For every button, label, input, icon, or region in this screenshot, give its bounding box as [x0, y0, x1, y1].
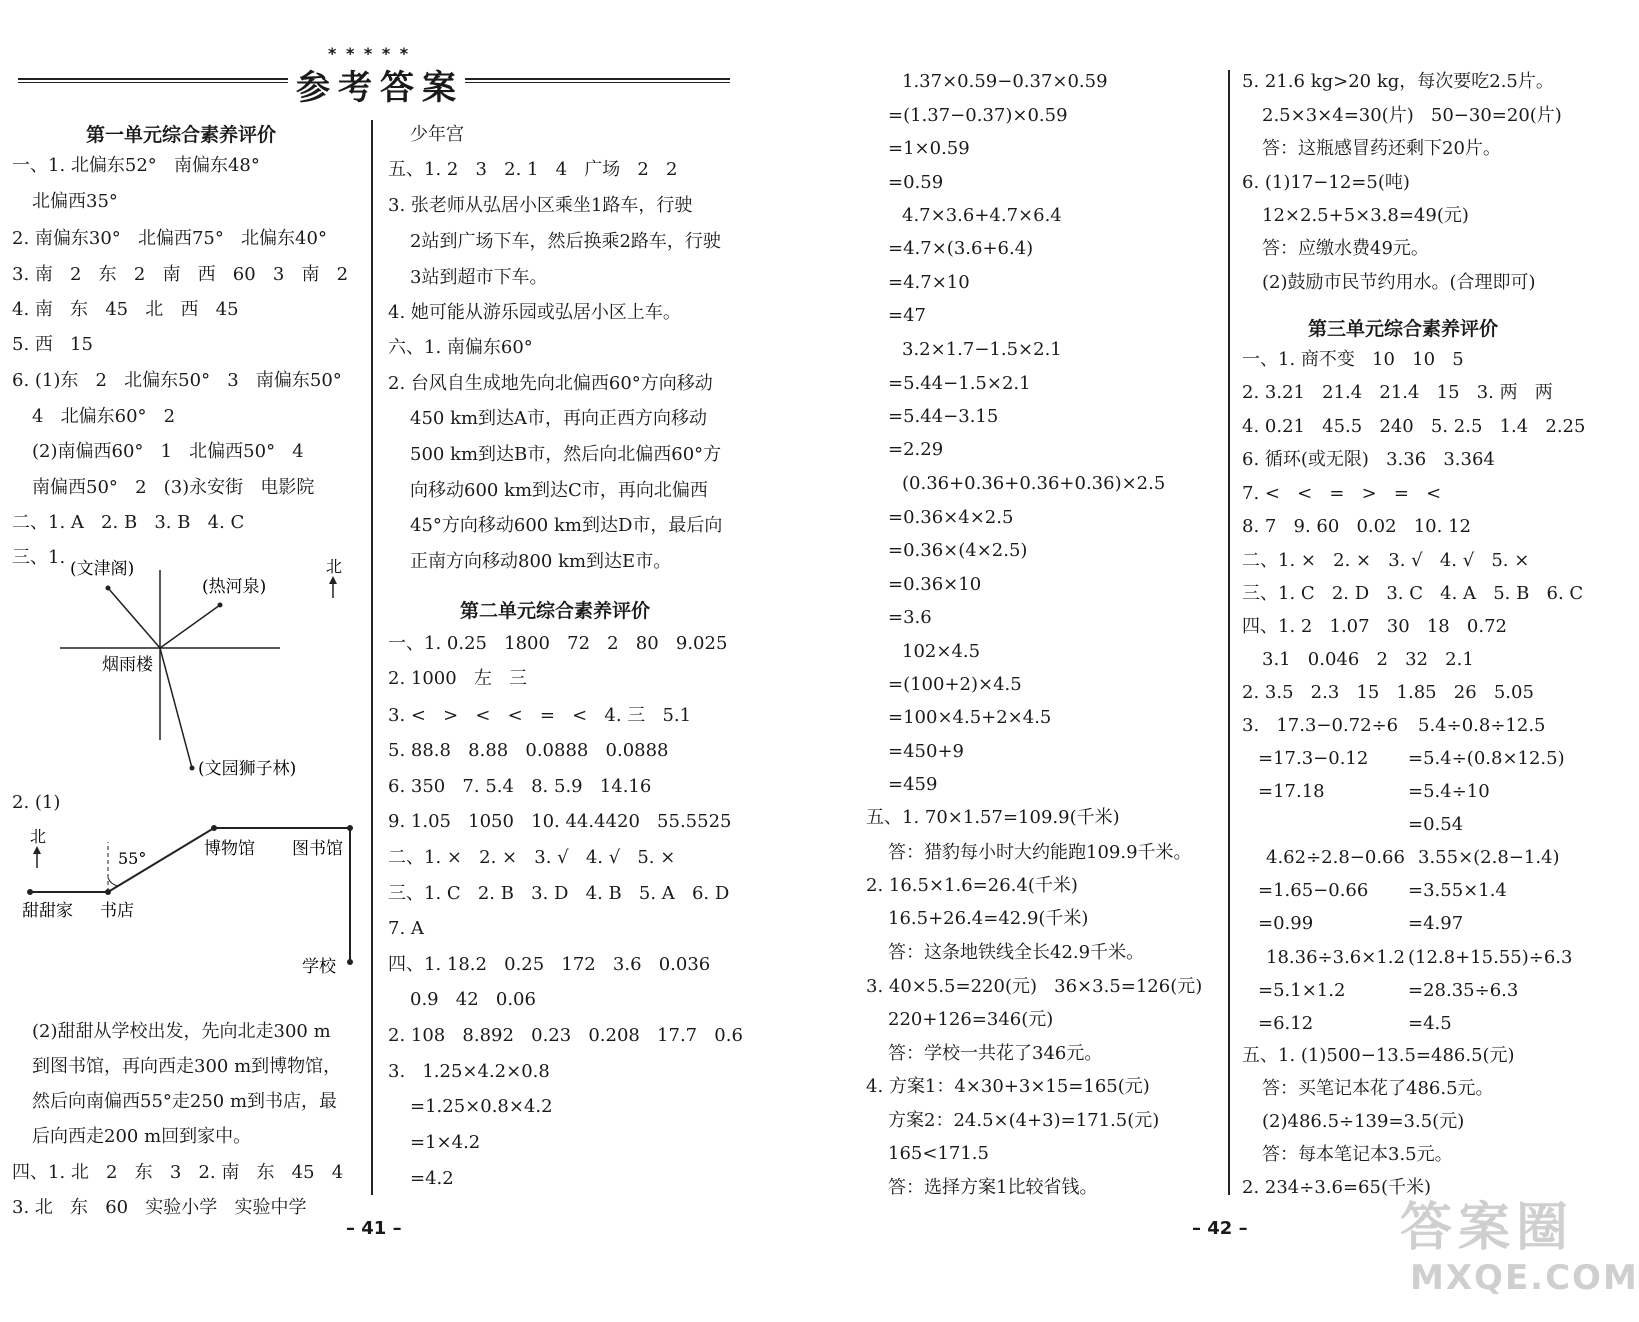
- text-line: =(100+2)×4.5: [888, 674, 1022, 695]
- text-line: 6. (1)17−12=5(吨): [1242, 172, 1410, 193]
- text-line: 9. 1.05 1050 10. 44.4420 55.5525: [388, 811, 732, 832]
- text-line: 500 km到达B市，然后向北偏西60°方: [410, 444, 722, 465]
- text-line: 2. 台风自生成地先向北偏西60°方向移动: [388, 373, 713, 394]
- text-line: =5.1×1.2: [1258, 980, 1346, 1001]
- text-line: 4 北偏东60° 2: [32, 406, 176, 427]
- text-line: =3.6: [888, 607, 932, 628]
- text-line: =1.25×0.8×4.2: [410, 1096, 553, 1117]
- text-line: =5.44−3.15: [888, 406, 999, 427]
- text-line: =459: [888, 774, 938, 795]
- route-diagram-2: [14, 820, 364, 978]
- text-line: 165<171.5: [888, 1143, 989, 1164]
- text-line: 答：猎豹每小时大约能跑109.9千米。: [888, 842, 1192, 863]
- text-line: 5. 88.8 8.88 0.0888 0.0888: [388, 740, 669, 761]
- page-number-left: – 41 –: [346, 1218, 402, 1239]
- label-north: 北: [326, 557, 343, 576]
- text-line: =5.44−1.5×2.1: [888, 373, 1031, 394]
- text-line: 4.7×3.6+4.7×6.4: [902, 205, 1062, 226]
- text-line: =4.2: [410, 1168, 454, 1189]
- text-line: 一、1. 商不变 10 10 5: [1242, 349, 1464, 370]
- text-line: 220+126=346(元): [888, 1009, 1054, 1030]
- text-line: 2. 3.5 2.3 15 1.85 26 5.05: [1242, 682, 1534, 703]
- text-line: (2)鼓励市民节约用水。(合理即可): [1262, 272, 1536, 293]
- watermark-text: 答案圈: [1400, 1198, 1575, 1258]
- text-line: =(1.37−0.37)×0.59: [888, 105, 1068, 126]
- label-home: 甜甜家: [22, 901, 73, 921]
- text-line: 18.36÷3.6×1.2: [1266, 947, 1405, 968]
- text-line: 少年宫: [410, 124, 464, 145]
- text-line: 3. 南 2 东 2 南 西 60 3 南 2: [12, 264, 349, 285]
- text-line: =28.35÷6.3: [1408, 980, 1519, 1001]
- text-line: 四、1. 北 2 东 3 2. 南 东 45 4: [12, 1162, 344, 1183]
- text-line: 三、1. C 2. D 3. C 4. A 5. B 6. C: [1242, 583, 1584, 604]
- text-line: =6.12: [1258, 1013, 1314, 1034]
- divider-left-page: [371, 120, 373, 1195]
- text-line: 2. (1): [12, 792, 61, 813]
- page-title: 参考答案: [296, 68, 464, 108]
- text-line: 6. 循环(或无限) 3.36̇ 3.364: [1242, 449, 1495, 470]
- label-museum: 博物馆: [204, 839, 255, 859]
- header-stars: * * * * *: [328, 44, 411, 63]
- label-bookstore: 书店: [100, 901, 134, 921]
- text-line: 三、1.: [12, 547, 66, 568]
- text-line: 45°方向移动600 km到达D市，最后向: [410, 515, 723, 536]
- text-line: 4. 南 东 45 北 西 45: [12, 299, 239, 320]
- text-line: 3. 北 东 60 实验小学 实验中学: [12, 1197, 307, 1218]
- text-line: =4.7×10: [888, 272, 970, 293]
- text-line: 南偏西50° 2 (3)永安街 电影院: [32, 477, 315, 498]
- text-line: =5.4÷10: [1408, 781, 1490, 802]
- text-line: =0.36×(4×2.5): [888, 540, 1028, 561]
- text-line: 后向西走200 m回到家中。: [32, 1126, 252, 1147]
- page-number-right: – 42 –: [1192, 1218, 1248, 1239]
- text-line: 四、1. 2 1.07 30 18 0.72: [1242, 616, 1507, 637]
- text-line: (12.8+15.55)÷6.3: [1408, 947, 1573, 968]
- unit3-title: 第三单元综合素养评价: [1308, 318, 1499, 340]
- label-rehequan: (热河泉): [202, 577, 267, 597]
- text-line: 答：应缴水费49元。: [1262, 238, 1429, 259]
- text-line: 北偏西35°: [32, 191, 118, 212]
- text-line: 二、1. A 2. B 3. B 4. C: [12, 512, 245, 533]
- label-north-2: 北: [30, 827, 47, 846]
- text-line: 答：选择方案1比较省钱。: [888, 1177, 1098, 1198]
- text-line: 3.2×1.7−1.5×2.1: [902, 339, 1062, 360]
- unit1-title: 第一单元综合素养评价: [86, 124, 277, 146]
- text-line: 一、1. 0.25 1800 72 2 80 9.025: [388, 633, 728, 654]
- text-line: =1.65−0.66: [1258, 880, 1369, 901]
- text-line: 5.4÷0.8÷12.5: [1418, 715, 1546, 736]
- text-line: 6. (1)东 2 北偏东50° 3 南偏东50°: [12, 370, 342, 391]
- label-wenyuan: (文园狮子林): [198, 759, 297, 779]
- text-line: 450 km到达A市，再向正西方向移动: [410, 408, 708, 429]
- text-line: 7. A: [388, 918, 424, 939]
- text-line: =0.36×4×2.5: [888, 507, 1014, 528]
- text-line: 3. 1.25×4.2×0.8: [388, 1061, 550, 1082]
- label-library: 图书馆: [292, 839, 343, 859]
- text-line: =17.3−0.12: [1258, 748, 1369, 769]
- text-line: 2. 108 8.892 0.23 0.208 17.7 0.6: [388, 1025, 743, 1046]
- text-line: 1.37×0.59−0.37×0.59: [902, 71, 1108, 92]
- text-line: 4.62÷2.8−0.66: [1266, 847, 1405, 868]
- text-line: 答：这条地铁线全长42.9千米。: [888, 942, 1145, 963]
- label-yanyulou: 烟雨楼: [102, 655, 153, 675]
- text-line: 答：买笔记本花了486.5元。: [1262, 1078, 1494, 1099]
- header-rule-right: [465, 78, 730, 83]
- text-line: 五、1. 2 3 2. 1 4 广场 2 2: [388, 159, 678, 180]
- text-line: 然后向南偏西55°走250 m到书店，最: [32, 1091, 338, 1112]
- text-line: =450+9: [888, 741, 964, 762]
- text-line: =0.59: [888, 172, 944, 193]
- text-line: 5. 21.6 kg>20 kg，每次要吃2.5片。: [1242, 71, 1554, 92]
- text-line: 2. 234÷3.6=65(千米): [1242, 1177, 1431, 1198]
- text-line: 答：每本笔记本3.5元。: [1262, 1144, 1453, 1165]
- text-line: 2. 南偏东30° 北偏西75° 北偏东40°: [12, 228, 327, 249]
- text-line: 3.55×(2.8−1.4): [1418, 847, 1560, 868]
- text-line: =0.99: [1258, 913, 1314, 934]
- text-line: 3. < > < < = < 4. 三 5.1: [388, 705, 692, 726]
- text-line: =4.5: [1408, 1013, 1452, 1034]
- text-line: 到图书馆，再向西走300 m到博物馆，: [32, 1056, 342, 1077]
- angle-label: 55°: [118, 849, 147, 868]
- text-line: =3.55×1.4: [1408, 880, 1507, 901]
- text-line: 向移动600 km到达C市，再向北偏西: [410, 480, 708, 501]
- text-line: 4. 0.21 45.5 240 5. 2.5 1.4 2.25: [1242, 416, 1586, 437]
- label-wenjinge: (文津阁): [70, 559, 135, 579]
- text-line: (0.36+0.36+0.36+0.36)×2.5: [902, 473, 1166, 494]
- text-line: 二、1. × 2. × 3. √ 4. √ 5. ×: [1242, 550, 1530, 571]
- text-line: (2)甜甜从学校出发，先向北走300 m: [32, 1021, 331, 1042]
- direction-diagram-1: [50, 550, 370, 785]
- watermark: [1400, 1198, 1639, 1298]
- divider-right-page: [1228, 70, 1230, 1195]
- text-line: 方案2：24.5×(4+3)=171.5(元): [888, 1110, 1160, 1131]
- text-line: 0.9 42 0.06: [410, 989, 536, 1010]
- text-line: =4.97: [1408, 913, 1464, 934]
- text-line: 3. 17.3−0.72÷6: [1242, 715, 1399, 736]
- text-line: =0.54: [1408, 814, 1464, 835]
- text-line: 4. 方案1：4×30+3×15=165(元): [866, 1076, 1150, 1097]
- text-line: 3站到超市下车。: [410, 267, 548, 288]
- text-line: 16.5+26.4=42.9(千米): [888, 908, 1089, 929]
- text-line: 4. 她可能从游乐园或弘居小区上车。: [388, 302, 681, 323]
- text-line: 五、1. (1)500−13.5=486.5(元): [1242, 1045, 1515, 1066]
- header-rule-left: [18, 78, 288, 83]
- text-line: 六、1. 南偏东60°: [388, 337, 533, 358]
- text-line: 12×2.5+5×3.8=49(元): [1262, 205, 1469, 226]
- text-line: (2)486.5÷139=3.5(元): [1262, 1111, 1465, 1132]
- text-line: 正南方向移动800 km到达E市。: [410, 551, 672, 572]
- text-line: 5. 西 15: [12, 334, 93, 355]
- watermark-url: MXQE.COM: [1410, 1258, 1639, 1298]
- text-line: 一、1. 北偏东52° 南偏东48°: [12, 155, 260, 176]
- text-line: =17.18: [1258, 781, 1325, 802]
- text-line: =2.29: [888, 439, 944, 460]
- text-line: 2站到广场下车，然后换乘2路车，行驶: [410, 231, 721, 252]
- text-line: 答：这瓶感冒药还剩下20片。: [1262, 138, 1501, 159]
- text-line: 6. 350 7. 5.4 8. 5.9 14.16: [388, 776, 652, 797]
- text-line: 2.5×3×4=30(片) 50−30=20(片): [1262, 105, 1562, 126]
- text-line: 四、1. 18.2 0.25 172 3.6 0.036: [388, 954, 711, 975]
- text-line: 2. 3.21 21.4 21.4 15 3. 两 两: [1242, 382, 1553, 403]
- label-school: 学校: [302, 957, 336, 977]
- text-line: 2. 1000 左 三: [388, 668, 528, 689]
- text-line: 3. 40×5.5=220(元) 36×3.5=126(元): [866, 976, 1203, 997]
- text-line: =1×4.2: [410, 1132, 481, 1153]
- text-line: =4.7×(3.6+6.4): [888, 238, 1034, 259]
- text-line: 8. 7 9. 60 0.02 10. 12: [1242, 516, 1471, 537]
- text-line: =100×4.5+2×4.5: [888, 707, 1052, 728]
- text-line: 3. 张老师从弘居小区乘坐1路车，行驶: [388, 195, 693, 216]
- text-line: =0.36×10: [888, 574, 982, 595]
- text-line: =1×0.59: [888, 138, 970, 159]
- unit2-title: 第二单元综合素养评价: [460, 600, 651, 622]
- text-line: 三、1. C 2. B 3. D 4. B 5. A 6. D: [388, 883, 730, 904]
- text-line: 102×4.5: [902, 641, 981, 662]
- text-line: 答：学校一共花了346元。: [888, 1043, 1103, 1064]
- text-line: 3.1 0.046 2 32 2.1: [1262, 649, 1474, 670]
- text-line: 2. 16.5×1.6=26.4(千米): [866, 875, 1078, 896]
- text-line: 二、1. × 2. × 3. √ 4. √ 5. ×: [388, 847, 676, 868]
- text-line: 五、1. 70×1.57=109.9(千米): [866, 807, 1120, 828]
- text-line: 7. < < = > = <: [1242, 483, 1442, 504]
- text-line: (2)南偏西60° 1 北偏西50° 4: [32, 441, 304, 462]
- text-line: =5.4÷(0.8×12.5): [1408, 748, 1565, 769]
- text-line: =47: [888, 305, 926, 326]
